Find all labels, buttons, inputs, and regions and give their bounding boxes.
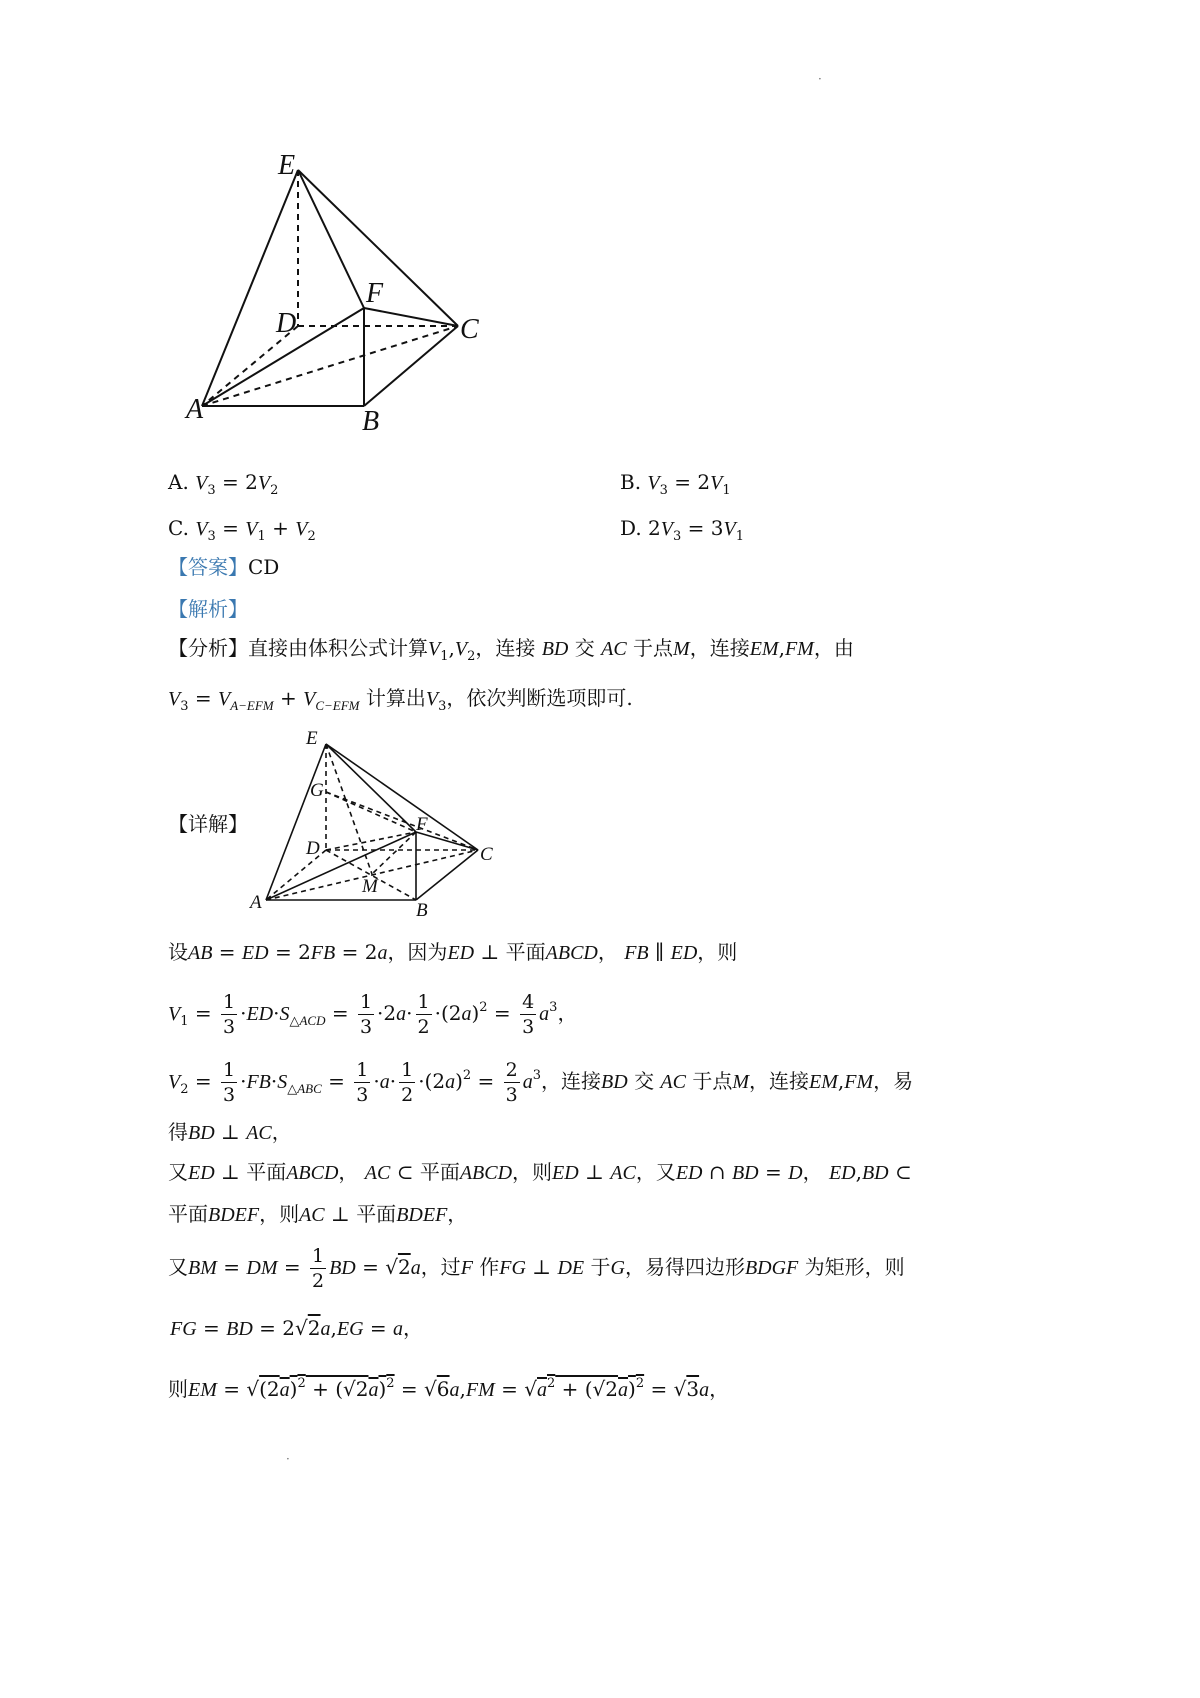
label-F: F [366,278,384,309]
option-a: A. $V_3 = 2V_2$ [168,470,279,498]
edge-EM [326,744,372,874]
label-C: C [460,314,479,345]
label2-F: F [416,814,428,835]
label2-A: A [250,892,262,913]
option-d: D. $2V_3 = 3V_1$ [620,516,744,544]
edge-FC [364,308,458,326]
edge-EA [202,170,298,406]
jiexi-tag: 【解析】 [168,597,248,621]
label-B: B [362,406,380,437]
label2-E: E [306,728,318,749]
step-6: 平面BDEF，则AC ⊥ 平面BDEF， [168,1202,468,1226]
label2-D: D [306,838,320,859]
page-mark-bottom: · [286,1452,290,1466]
step-5: 又ED ⊥ 平面ABCD， AC ⊂ 平面ABCD，则ED ⊥ AC，又ED ∩ BD = D， ED,BD ⊂ [168,1160,912,1184]
step-4: 得BD ⊥ AC， [168,1120,292,1144]
edge-EF [326,744,416,832]
step-1: 设AB = ED = 2FB = 2a，因为ED ⊥ 平面ABCD， FB ∥ ED，则 [168,940,738,964]
label-E: E [278,150,296,181]
step-9: 则EM = $√(2a)^2 + (√2a)^2 = √6a,FM = √a^2 + (√2a)^2 = √3a$， [168,1376,730,1401]
label2-C: C [480,844,493,865]
step-3-v2: $V_2$ = $\frac{1}{3}$ $\cdot FB\cdot S_{\triangle ABC}$ = $\frac{1}{3}$ ·a· $\frac{1}{2}$ $\cdot(2a)^2$ = $\frac{2}{3}$ $a^3$，连接BD 交 AC 于点M，连接EM,FM，易 [168,1059,914,1106]
label-D: D [276,308,297,339]
answer-value: CD [248,555,280,579]
step-8: FG = BD = 2√2a,EG = a， [170,1316,424,1340]
edge-GC [326,792,478,850]
label2-B: B [416,900,428,921]
step-7: 又BM = DM = $\frac{1}{2}$ BD = √2a，过F 作FG ⊥ DE 于G，易得四边形BDGF 为矩形，则 [168,1245,905,1292]
edge-AC [202,326,458,406]
edge-DF [326,832,416,850]
polyhedron-figure-1 [180,150,510,440]
step-2-v1: $V_1$ = $\frac{1}{3}$ $\cdot ED\cdot S_{\triangle ACD}$ = $\frac{1}{3}$ ·2a· $\frac{1}{2}$ $\cdot(2a)^2$ = $\frac{4}{3}$ $a^3$， [168,991,578,1038]
edge-FM [372,832,416,874]
analysis-line-2: $V_3 = V_{A-EFM} + V_{C-EFM}$ 计算出$V_3$，依次判断选项即可. [168,686,633,714]
edge-BC [364,326,458,406]
edge-EF [298,170,364,308]
label2-G: G [310,780,324,801]
polyhedron-figure-2 [250,728,510,918]
edge-EC [326,744,478,850]
answer-line [168,555,279,579]
analysis-line-1: 【分析】直接由体积公式计算$V_1,V_2$，连接 BD 交 AC 于点M，连接EM,FM，由 [168,636,854,664]
label-A: A [186,394,204,425]
page-mark: · [818,72,822,86]
label2-M: M [362,876,378,897]
answer-tag: 【答案】 [168,555,248,579]
detail-tag: 【详解】 [168,812,248,836]
edge-BC [416,850,478,900]
option-c: C. $V_3 = V_1 + V_2$ [168,516,316,544]
option-b: B. $V_3 = 2V_1$ [620,470,731,498]
